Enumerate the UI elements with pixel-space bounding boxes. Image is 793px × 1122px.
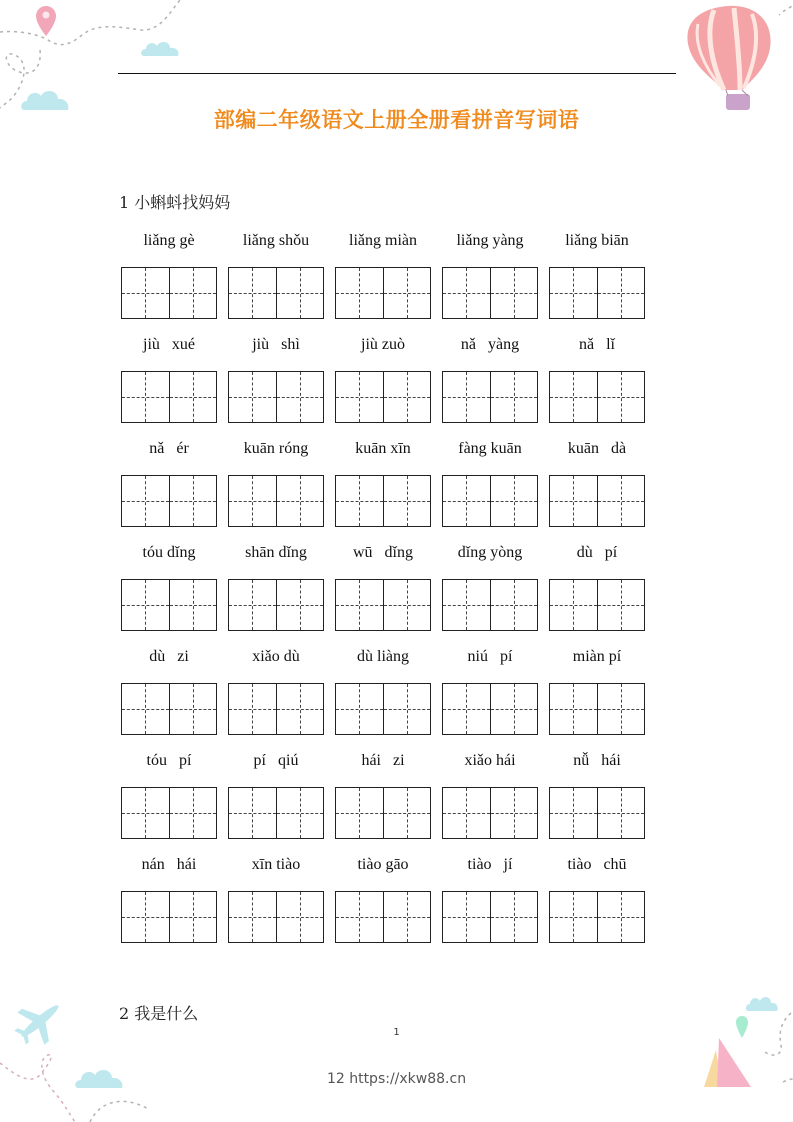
writing-cell[interactable] xyxy=(490,372,538,422)
pinyin-label: liǎng shǒu xyxy=(242,232,310,249)
writing-box[interactable] xyxy=(121,579,217,631)
pinyin-label: nǎ yàng xyxy=(460,336,520,353)
writing-cell[interactable] xyxy=(122,268,169,318)
writing-cell[interactable] xyxy=(443,268,490,318)
writing-cell[interactable] xyxy=(229,268,276,318)
page-number: 1 xyxy=(393,1027,400,1038)
writing-box[interactable] xyxy=(121,371,217,423)
writing-box[interactable] xyxy=(549,267,645,319)
pinyin-label: xiǎo hái xyxy=(464,752,516,769)
writing-cell[interactable] xyxy=(597,684,645,734)
writing-box[interactable] xyxy=(335,371,431,423)
pinyin-label: niú pí xyxy=(467,648,513,665)
writing-cell[interactable] xyxy=(383,372,431,422)
pinyin-label: kuān róng xyxy=(243,440,309,457)
writing-cell[interactable] xyxy=(169,268,217,318)
pinyin-label: tiào gāo xyxy=(357,856,409,873)
writing-cell[interactable] xyxy=(490,476,538,526)
writing-box[interactable] xyxy=(121,475,217,527)
writing-cell[interactable] xyxy=(229,372,276,422)
sail-triangle-icon xyxy=(704,1038,752,1088)
pinyin-label: wū dǐng xyxy=(353,544,413,561)
pinyin-label: shān dǐng xyxy=(245,544,307,561)
writing-cell[interactable] xyxy=(169,580,217,630)
writing-cell[interactable] xyxy=(383,788,431,838)
writing-box[interactable] xyxy=(442,267,538,319)
writing-cell[interactable] xyxy=(276,268,324,318)
writing-box[interactable] xyxy=(228,267,324,319)
writing-cell[interactable] xyxy=(383,892,431,942)
header-rule xyxy=(118,73,676,74)
writing-cell[interactable] xyxy=(229,476,276,526)
pinyin-label: pí qiú xyxy=(253,752,299,769)
pinyin-label: tóu pí xyxy=(146,752,192,769)
pinyin-label: nán hái xyxy=(141,856,197,873)
pinyin-label: nǚ hái xyxy=(573,752,621,769)
writing-cell[interactable] xyxy=(550,892,597,942)
writing-box[interactable] xyxy=(549,579,645,631)
writing-box[interactable] xyxy=(442,475,538,527)
writing-cell[interactable] xyxy=(276,372,324,422)
writing-cell[interactable] xyxy=(443,788,490,838)
writing-cell[interactable] xyxy=(597,476,645,526)
writing-box[interactable] xyxy=(228,579,324,631)
writing-cell[interactable] xyxy=(443,476,490,526)
pinyin-label: tiào chū xyxy=(567,856,627,873)
writing-cell[interactable] xyxy=(336,580,383,630)
pinyin-label: miàn pí xyxy=(572,648,622,665)
writing-cell[interactable] xyxy=(383,580,431,630)
pinyin-label: dǐng yòng xyxy=(457,544,523,561)
writing-cell[interactable] xyxy=(276,580,324,630)
map-pin-icon xyxy=(36,6,56,36)
writing-box[interactable] xyxy=(549,891,645,943)
pinyin-label: liǎng miàn xyxy=(349,232,417,249)
writing-cell[interactable] xyxy=(229,684,276,734)
writing-box[interactable] xyxy=(335,267,431,319)
pinyin-label: jiù zuò xyxy=(361,336,405,353)
writing-cell[interactable] xyxy=(490,892,538,942)
writing-box[interactable] xyxy=(549,371,645,423)
writing-box[interactable] xyxy=(549,683,645,735)
writing-cell[interactable] xyxy=(597,372,645,422)
writing-box[interactable] xyxy=(228,371,324,423)
writing-cell[interactable] xyxy=(490,580,538,630)
pinyin-label: dù zi xyxy=(149,648,189,665)
writing-cell[interactable] xyxy=(383,684,431,734)
writing-cell[interactable] xyxy=(490,684,538,734)
writing-cell[interactable] xyxy=(597,580,645,630)
writing-cell[interactable] xyxy=(276,892,324,942)
writing-cell[interactable] xyxy=(122,684,169,734)
pinyin-label: dù liàng xyxy=(357,648,409,665)
writing-cell[interactable] xyxy=(122,580,169,630)
writing-cell[interactable] xyxy=(550,580,597,630)
writing-cell[interactable] xyxy=(276,684,324,734)
writing-cell[interactable] xyxy=(383,476,431,526)
writing-cell[interactable] xyxy=(597,892,645,942)
section-heading-1: 1 小蝌蚪找妈妈 xyxy=(119,193,231,212)
pinyin-label: tiào jí xyxy=(467,856,513,873)
pinyin-label: jiù xué xyxy=(143,336,195,353)
airplane-icon xyxy=(14,996,66,1046)
writing-cell[interactable] xyxy=(169,372,217,422)
writing-cell[interactable] xyxy=(550,476,597,526)
writing-box[interactable] xyxy=(121,891,217,943)
writing-cell[interactable] xyxy=(122,372,169,422)
writing-cell[interactable] xyxy=(276,476,324,526)
writing-box[interactable] xyxy=(335,683,431,735)
writing-cell[interactable] xyxy=(336,372,383,422)
writing-box[interactable] xyxy=(228,891,324,943)
writing-cell[interactable] xyxy=(443,684,490,734)
writing-cell[interactable] xyxy=(122,892,169,942)
pinyin-label: dù pí xyxy=(576,544,618,561)
writing-cell[interactable] xyxy=(229,892,276,942)
writing-box[interactable] xyxy=(121,683,217,735)
pinyin-label: xīn tiào xyxy=(251,856,301,873)
writing-box[interactable] xyxy=(228,787,324,839)
writing-cell[interactable] xyxy=(169,892,217,942)
writing-cell[interactable] xyxy=(490,268,538,318)
pinyin-label: nǎ ér xyxy=(149,440,189,457)
writing-cell[interactable] xyxy=(276,788,324,838)
writing-cell[interactable] xyxy=(443,892,490,942)
writing-cell[interactable] xyxy=(550,684,597,734)
writing-cell[interactable] xyxy=(550,788,597,838)
writing-box[interactable] xyxy=(121,267,217,319)
section-heading-2: 2 我是什么 xyxy=(119,1004,199,1023)
pinyin-label: jiù shì xyxy=(252,336,300,353)
writing-box[interactable] xyxy=(442,579,538,631)
pinyin-label: kuān dà xyxy=(567,440,627,457)
writing-cell[interactable] xyxy=(443,580,490,630)
writing-cell[interactable] xyxy=(550,372,597,422)
writing-cell[interactable] xyxy=(122,788,169,838)
cloud-icon xyxy=(74,1066,128,1090)
writing-cell[interactable] xyxy=(336,684,383,734)
writing-box[interactable] xyxy=(335,475,431,527)
writing-box[interactable] xyxy=(442,371,538,423)
writing-cell[interactable] xyxy=(169,684,217,734)
pinyin-label: liǎng yàng xyxy=(456,232,524,249)
writing-box[interactable] xyxy=(335,891,431,943)
writing-box[interactable] xyxy=(228,683,324,735)
writing-box[interactable] xyxy=(442,891,538,943)
writing-box[interactable] xyxy=(335,579,431,631)
writing-box[interactable] xyxy=(335,787,431,839)
writing-cell[interactable] xyxy=(336,268,383,318)
writing-cell[interactable] xyxy=(443,372,490,422)
writing-cell[interactable] xyxy=(336,476,383,526)
writing-cell[interactable] xyxy=(169,788,217,838)
writing-box[interactable] xyxy=(442,683,538,735)
pinyin-label: nǎ lǐ xyxy=(579,336,615,353)
writing-cell[interactable] xyxy=(550,268,597,318)
page-title: 部编二年级语文上册全册看拼音写词语 xyxy=(213,108,580,132)
writing-cell[interactable] xyxy=(336,788,383,838)
writing-cell[interactable] xyxy=(597,788,645,838)
writing-box[interactable] xyxy=(549,475,645,527)
writing-box[interactable] xyxy=(549,787,645,839)
pinyin-label: liǎng biān xyxy=(565,232,629,249)
pinyin-label: kuān xīn xyxy=(355,440,411,457)
writing-cell[interactable] xyxy=(122,476,169,526)
pinyin-label: fàng kuān xyxy=(458,440,522,457)
cloud-icon xyxy=(140,38,182,58)
writing-cell[interactable] xyxy=(383,268,431,318)
writing-cell[interactable] xyxy=(229,580,276,630)
pinyin-label: tóu dǐng xyxy=(142,544,196,561)
writing-box[interactable] xyxy=(442,787,538,839)
writing-box[interactable] xyxy=(228,475,324,527)
pinyin-label: hái zi xyxy=(361,752,405,769)
writing-cell[interactable] xyxy=(169,476,217,526)
pinyin-label: liǎng gè xyxy=(143,232,195,249)
writing-cell[interactable] xyxy=(336,892,383,942)
writing-box[interactable] xyxy=(121,787,217,839)
writing-cell[interactable] xyxy=(490,788,538,838)
pinyin-label: xiǎo dù xyxy=(252,648,300,665)
footer-watermark: 12 https://xkw88.cn xyxy=(326,1071,467,1087)
writing-cell[interactable] xyxy=(229,788,276,838)
writing-cell[interactable] xyxy=(597,268,645,318)
